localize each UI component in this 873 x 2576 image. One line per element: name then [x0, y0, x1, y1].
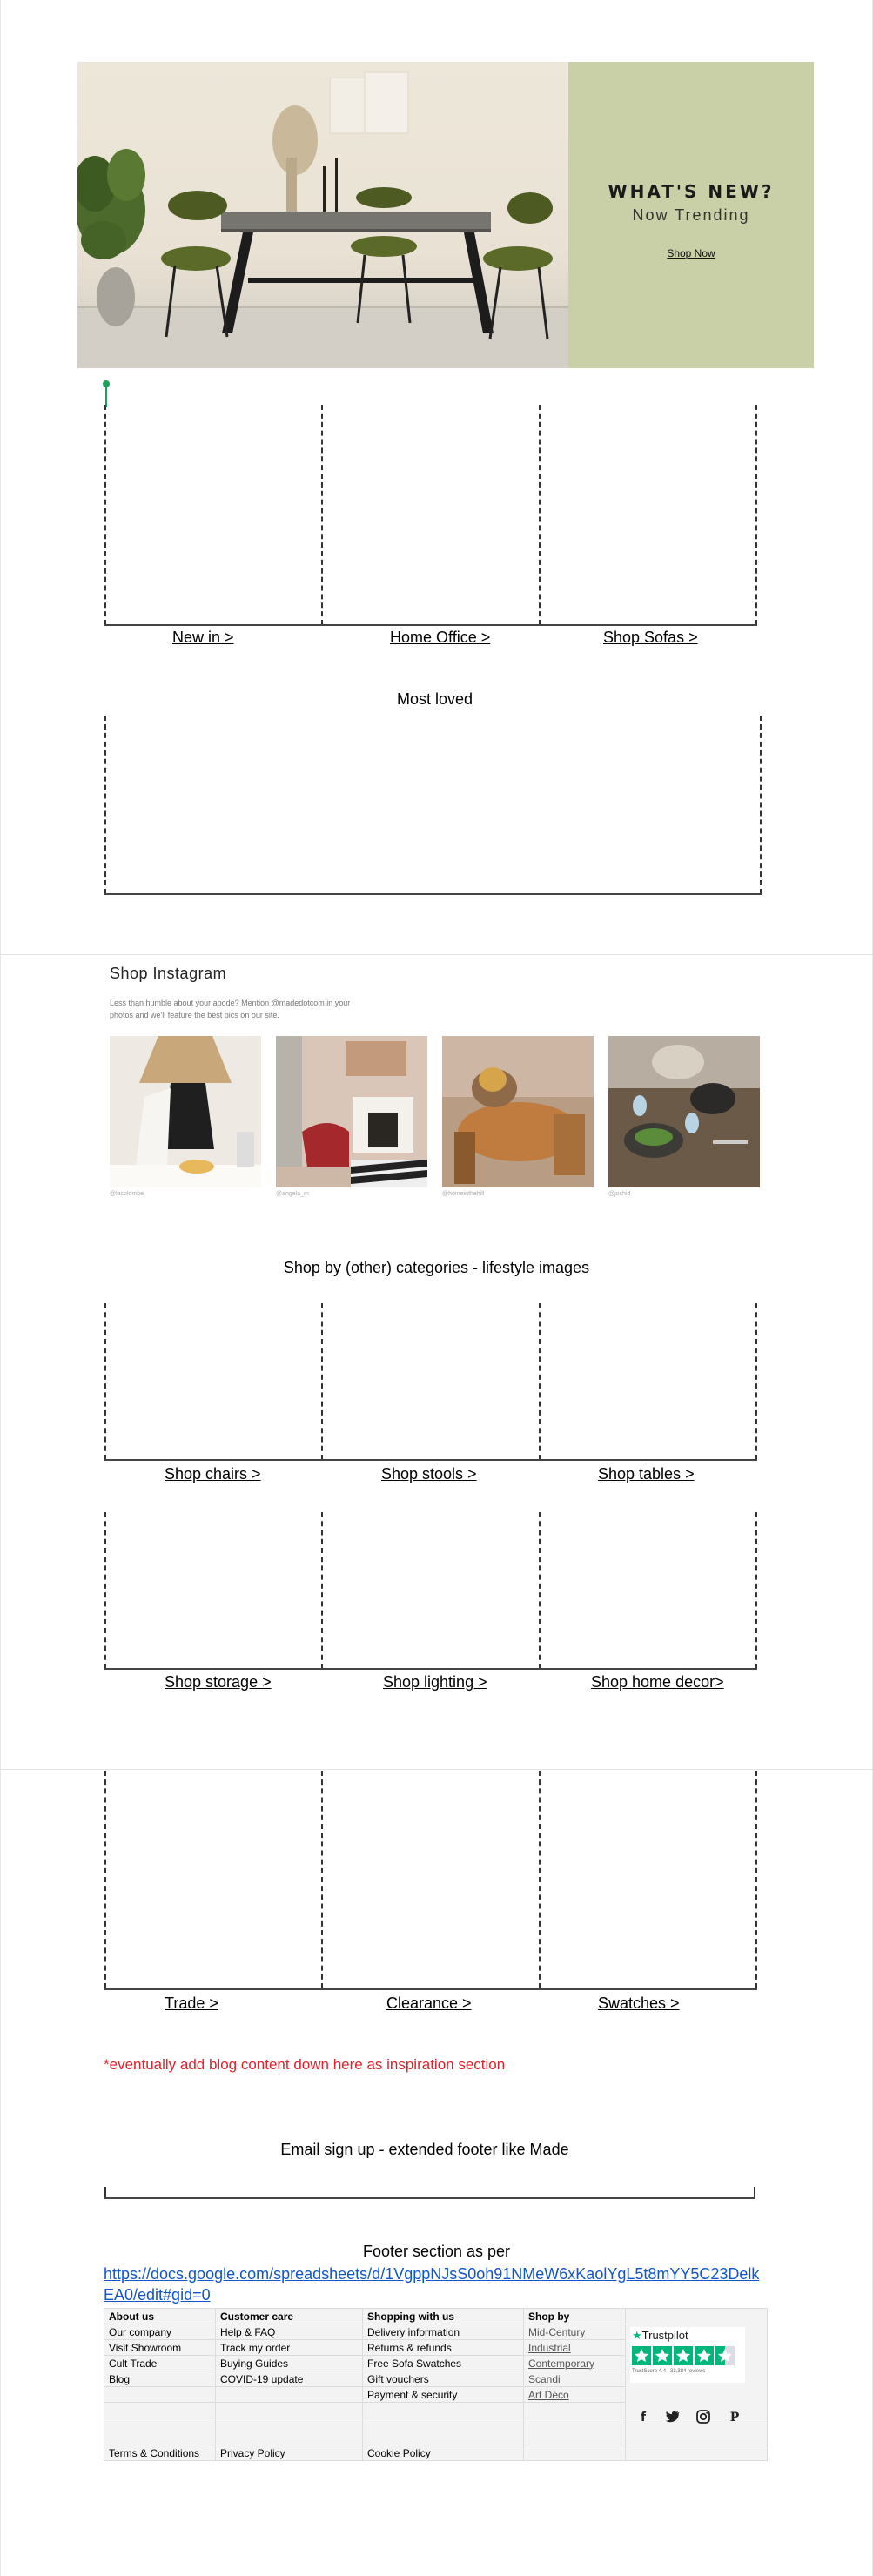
page-break [0, 1769, 873, 1770]
placeholder-divider [755, 1303, 757, 1460]
twitter-icon[interactable] [664, 2408, 682, 2425]
footer-empty-cell [524, 2418, 626, 2445]
categories-heading: Shop by (other) categories - lifestyle images [283, 1259, 590, 1276]
placeholder-baseline [104, 893, 762, 895]
placeholder-baseline [104, 1668, 757, 1670]
footer-col-title: Customer care [216, 2309, 363, 2324]
footer-link-terms[interactable]: Terms & Conditions [104, 2445, 216, 2461]
placeholder-divider [104, 1771, 106, 1988]
most-loved-heading: Most loved [397, 690, 473, 708]
instagram-caption: @joshid [608, 1191, 631, 1197]
footer-link-help[interactable]: Help & FAQ [216, 2324, 363, 2340]
hero-subtitle: Now Trending [632, 206, 750, 224]
footer-link-scandi[interactable]: Scandi [524, 2371, 626, 2387]
page-border-left [0, 0, 1, 2576]
footer-link-delivery[interactable]: Delivery information [363, 2324, 524, 2340]
placeholder-divider [321, 1771, 323, 1988]
footer-link-industrial[interactable]: Industrial [524, 2340, 626, 2356]
placeholder-divider [539, 1512, 541, 1669]
svg-text:P: P [729, 2411, 740, 2425]
placeholder-divider [755, 1512, 757, 1669]
instagram-title: Shop Instagram [110, 965, 227, 982]
instagram-photo[interactable] [442, 1036, 594, 1187]
trustpilot-star-icon: ★ [632, 2329, 642, 2342]
footer-link-buying-guides[interactable]: Buying Guides [216, 2356, 363, 2371]
footer-col-title: About us [104, 2309, 216, 2324]
shop-home-decor-link[interactable]: Shop home decor> [591, 1673, 724, 1691]
footer-link-payment[interactable]: Payment & security [363, 2387, 524, 2403]
trustpilot-summary: TrustScore 4.4 | 33,384 reviews [632, 2369, 706, 2374]
trade-link[interactable]: Trade > [165, 1994, 218, 2012]
shop-lighting-link[interactable]: Shop lighting > [383, 1673, 487, 1691]
footer-heading: Footer section as per [362, 2243, 511, 2260]
footer-empty-cell [104, 2403, 216, 2418]
footer-empty-cell [104, 2418, 216, 2445]
footer-link-sofa-swatches[interactable]: Free Sofa Swatches [363, 2356, 524, 2371]
trustpilot-logo: ★Trustpilot [632, 2329, 688, 2342]
footer-empty-cell [216, 2403, 363, 2418]
instagram-description: Less than humble about your abode? Mention @madedotcom in your photos and we'll feature the best pics on our site. [110, 999, 351, 1019]
instagram-caption: @homeinthehill [442, 1191, 485, 1197]
placeholder-divider [755, 405, 757, 625]
instagram-icon[interactable] [695, 2408, 712, 2425]
footer-link-privacy[interactable]: Privacy Policy [216, 2445, 363, 2461]
hero-banner[interactable] [77, 62, 814, 368]
facebook-icon[interactable] [635, 2408, 652, 2425]
trustpilot-widget[interactable] [630, 2327, 745, 2383]
swatches-link[interactable]: Swatches > [598, 1994, 680, 2012]
footer-link-gift-vouchers[interactable]: Gift vouchers [363, 2371, 524, 2387]
footer-empty-cell [216, 2387, 363, 2403]
pinterest-icon[interactable] [726, 2408, 743, 2425]
footer-link-track-order[interactable]: Track my order [216, 2340, 363, 2356]
trustpilot-stars [632, 2346, 735, 2370]
shop-stools-link[interactable]: Shop stools > [381, 1465, 477, 1483]
placeholder-divider [539, 1303, 541, 1460]
placeholder-divider [104, 405, 106, 625]
instagram-photo[interactable] [110, 1036, 261, 1187]
hero-panel [568, 62, 814, 368]
shop-tables-link[interactable]: Shop tables > [598, 1465, 695, 1483]
placeholder-divider [755, 1771, 757, 1988]
placeholder-baseline [104, 2197, 755, 2199]
footer-link-returns[interactable]: Returns & refunds [363, 2340, 524, 2356]
footer-col-title: Shopping with us [363, 2309, 524, 2324]
placeholder-baseline [104, 1988, 757, 1990]
new-in-link[interactable]: New in > [172, 629, 234, 646]
shop-now-link[interactable]: Shop Now [667, 247, 715, 259]
footer-link-cookies[interactable]: Cookie Policy [363, 2445, 524, 2461]
placeholder-divider [321, 405, 323, 625]
footer-link-blog[interactable]: Blog [104, 2371, 216, 2387]
hero-image [77, 62, 568, 368]
footer-empty-cell [363, 2418, 524, 2445]
placeholder-divider [321, 1512, 323, 1669]
svg-text:f: f [640, 2411, 647, 2425]
shop-chairs-link[interactable]: Shop chairs > [165, 1465, 261, 1483]
footer-empty-cell [626, 2445, 768, 2461]
email-signup-heading: Email sign up - extended footer like Made [280, 2141, 569, 2158]
placeholder-baseline [104, 1459, 757, 1461]
placeholder-divider [760, 716, 762, 894]
shop-storage-link[interactable]: Shop storage > [165, 1673, 272, 1691]
footer-link-mid-century[interactable]: Mid-Century [524, 2324, 626, 2340]
footer-link-contemporary[interactable]: Contemporary [524, 2356, 626, 2371]
instagram-caption: @lacolombe [110, 1191, 144, 1197]
placeholder-divider [104, 716, 106, 894]
footer-link-our-company[interactable]: Our company [104, 2324, 216, 2340]
footer-col-title: Shop by [524, 2309, 626, 2324]
placeholder-divider [321, 1303, 323, 1460]
placeholder-divider [104, 1303, 106, 1460]
instagram-photo[interactable] [608, 1036, 760, 1187]
placeholder-divider [104, 1512, 106, 1669]
footer-empty-cell [363, 2403, 524, 2418]
placeholder-divider [539, 1771, 541, 1988]
instagram-photo[interactable] [276, 1036, 427, 1187]
instagram-caption: @angela_m [276, 1191, 309, 1197]
page-break [0, 954, 873, 955]
footer-link-covid[interactable]: COVID-19 update [216, 2371, 363, 2387]
footer-empty-cell [524, 2403, 626, 2418]
footer-empty-cell [524, 2445, 626, 2461]
clearance-link[interactable]: Clearance > [386, 1994, 472, 2012]
placeholder-divider [539, 405, 541, 625]
footer-link-cult-trade[interactable]: Cult Trade [104, 2356, 216, 2371]
footer-link-art-deco[interactable]: Art Deco [524, 2387, 626, 2403]
hero-title: WHAT'S NEW? [608, 181, 775, 202]
footer-empty-cell [104, 2387, 216, 2403]
shop-sofas-link[interactable]: Shop Sofas > [603, 629, 698, 646]
footer-link-showroom[interactable]: Visit Showroom [104, 2340, 216, 2356]
placeholder-baseline [104, 624, 757, 626]
blog-note: *eventually add blog content down here as inspiration section [104, 2056, 506, 2073]
footer-spreadsheet-link[interactable]: https://docs.google.com/spreadsheets/d/1VgppNJsS0oh91NMeW6xKaolYgL5t8mYY5C23Delk EA0/edit#gid=0 [104, 2265, 760, 2304]
footer-empty-cell [216, 2418, 363, 2445]
home-office-link[interactable]: Home Office > [390, 629, 491, 646]
